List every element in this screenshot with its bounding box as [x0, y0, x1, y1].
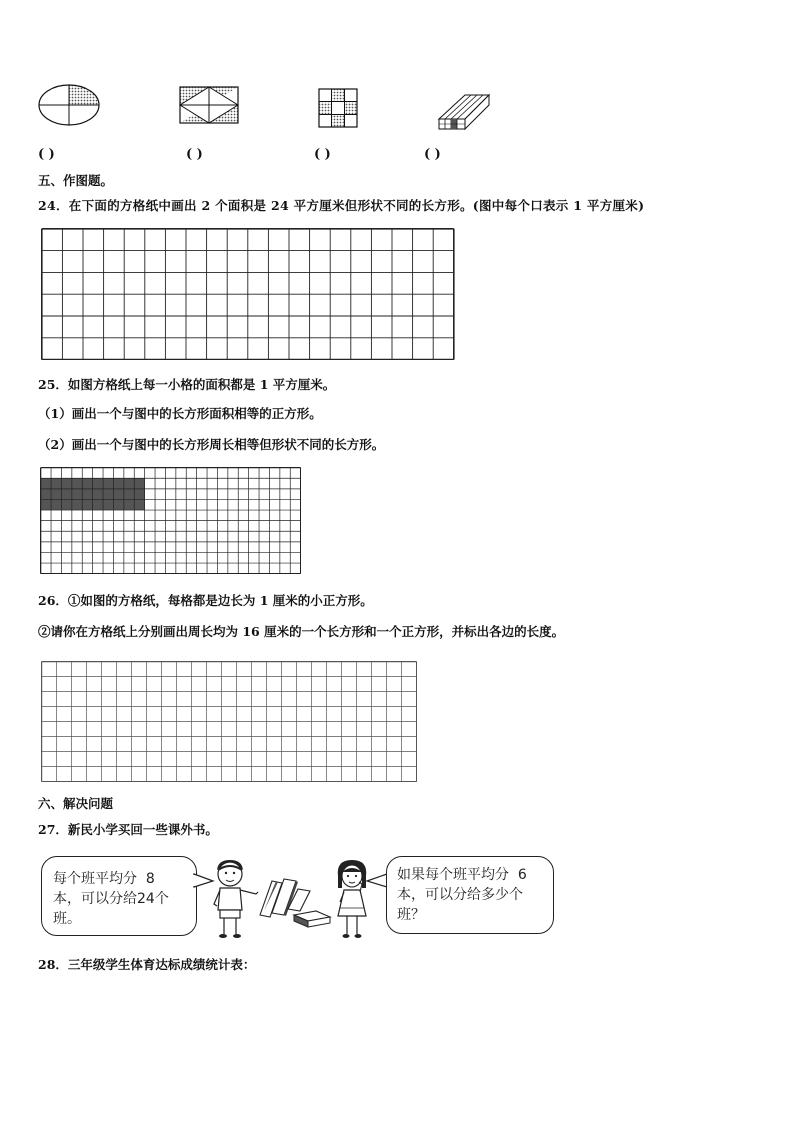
speech-bubble-left-text: 每个班平均分 8 本，可以分给24个 班。: [53, 871, 169, 927]
question-28-text: 28．三年级学生体育达标成绩统计表：: [38, 957, 256, 972]
rectangle-diamond-icon: [179, 86, 239, 124]
answer-blank-3[interactable]: ( ): [314, 147, 331, 162]
speech-bubble-right-text: 如果每个班平均分 6 本，可以分给多少个 班？: [397, 867, 527, 923]
question-25-part1: （1）画出一个与图中的长方形面积相等的正方形。: [38, 406, 322, 421]
grid-q24[interactable]: [41, 228, 455, 360]
speech-bubble-right: [386, 856, 554, 934]
grid-q25[interactable]: [40, 467, 301, 574]
answer-blank-1[interactable]: ( ): [38, 147, 55, 162]
question-25-text: 25．如图方格纸上每一小格的面积都是 1 平方厘米。: [38, 377, 336, 392]
section-heading-6: 六、解决问题: [38, 796, 114, 811]
stacked-rods-icon: [437, 93, 491, 131]
window-grid-icon: [318, 88, 358, 128]
grid-q26[interactable]: [41, 661, 417, 782]
answer-blank-2[interactable]: ( ): [186, 147, 203, 162]
question-27-text: 27．新民小学买回一些课外书。: [38, 822, 218, 837]
answer-blank-4[interactable]: ( ): [424, 147, 441, 162]
speech-bubble-left: [41, 856, 197, 936]
boy-icon: [208, 858, 264, 940]
ellipse-quarters-icon: [38, 84, 100, 126]
bubble-right-tail: [364, 872, 388, 890]
question-24-text: 24．在下面的方格纸中画出 2 个面积是 24 平方厘米但形状不同的长方形。(图中每个口表示 1 平方厘米): [38, 198, 645, 213]
books-icon: [258, 875, 338, 931]
girl-icon: [332, 858, 372, 940]
question-26-part2: ②请你在方格纸上分别画出周长均为 16 厘米的一个长方形和一个正方形，并标出各边的长度。: [38, 624, 565, 639]
section-heading-5: 五、作图题。: [38, 173, 114, 188]
question-25-part2: （2）画出一个与图中的长方形周长相等但形状不同的长方形。: [38, 437, 385, 452]
question-26-text: 26．①如图的方格纸，每格都是边长为 1 厘米的小正方形。: [38, 593, 373, 608]
